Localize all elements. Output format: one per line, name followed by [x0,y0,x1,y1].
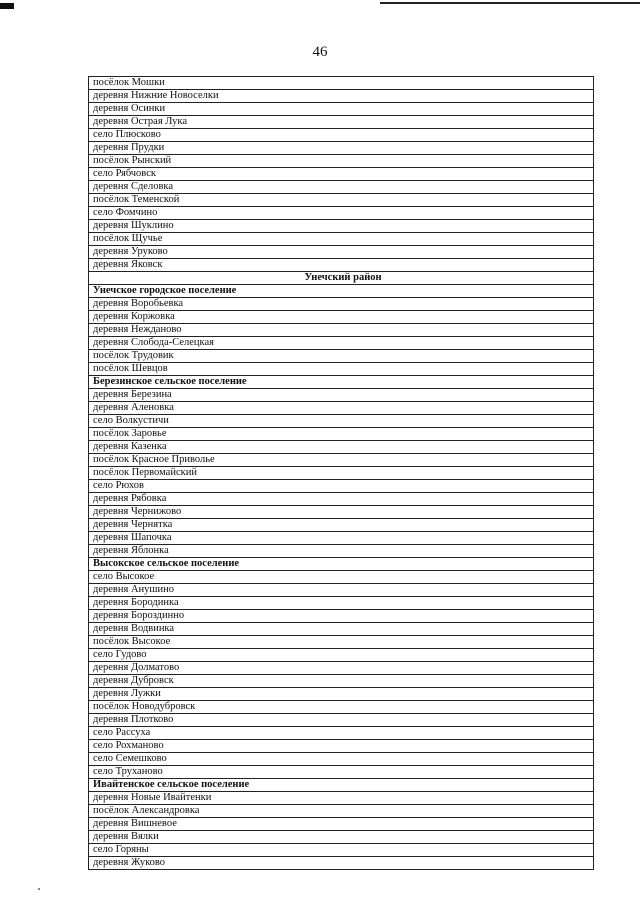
table-row [89,402,594,415]
table-row [89,753,594,766]
table-row [89,844,594,857]
place-name: деревня Вишневое [89,818,594,831]
table-row [89,675,594,688]
place-name: село Гудово [89,649,594,662]
place-name: деревня Лужки [89,688,594,701]
table-row [89,454,594,467]
place-name: деревня Чернижово [89,506,594,519]
place-name: деревня Слобода-Селецкая [89,337,594,350]
place-name: село Рохманово [89,740,594,753]
place-name: деревня Нежданово [89,324,594,337]
place-name: деревня Долматово [89,662,594,675]
place-name: посёлок Новодубровск [89,701,594,714]
table-row [89,467,594,480]
table-row [89,688,594,701]
table-row [89,129,594,142]
table-row [89,194,594,207]
table-row [89,649,594,662]
place-name: посёлок Заровье [89,428,594,441]
table-row [89,207,594,220]
place-name: деревня Новые Ивайтенки [89,792,594,805]
place-name: посёлок Шевцов [89,363,594,376]
table-row [89,298,594,311]
table-row [89,545,594,558]
table-row [89,701,594,714]
table-row [89,636,594,649]
table-row [89,571,594,584]
table-row [89,142,594,155]
settlement-name: Высокское сельское поселение [89,558,594,571]
table-row [89,233,594,246]
table-row [89,857,594,870]
place-name: село Волкустичи [89,415,594,428]
place-name: посёлок Теменской [89,194,594,207]
table-row [89,623,594,636]
table-row [89,311,594,324]
place-name: деревня Прудки [89,142,594,155]
settlements-table-body [89,77,594,870]
settlement-heading-row [89,558,594,571]
table-row [89,584,594,597]
table-row [89,350,594,363]
settlement-name: Унечское городское поселение [89,285,594,298]
place-name: деревня Нижние Новоселки [89,90,594,103]
table-row [89,480,594,493]
place-name: деревня Острая Лука [89,116,594,129]
place-name: деревня Водвинка [89,623,594,636]
place-name: деревня Плотково [89,714,594,727]
settlement-heading-row [89,285,594,298]
place-name: деревня Коржовка [89,311,594,324]
table-row [89,259,594,272]
place-name: деревня Вялки [89,831,594,844]
top-rule-line [380,2,640,4]
table-row [89,519,594,532]
table-row [89,740,594,753]
place-name: деревня Аленовка [89,402,594,415]
place-name: деревня Бороздинно [89,610,594,623]
district-name: Унечский район [89,272,594,285]
place-name: деревня Яблонка [89,545,594,558]
table-row [89,220,594,233]
place-name: деревня Казенка [89,441,594,454]
table-row [89,493,594,506]
place-name: село Рябчовск [89,168,594,181]
table-row [89,714,594,727]
table-row [89,766,594,779]
table-row [89,389,594,402]
place-name: посёлок Высокое [89,636,594,649]
place-name: село Рюхов [89,480,594,493]
settlement-name: Ивайтенское сельское поселение [89,779,594,792]
table-row [89,532,594,545]
table-row [89,324,594,337]
place-name: деревня Анушино [89,584,594,597]
table-row [89,805,594,818]
place-name: посёлок Трудовик [89,350,594,363]
place-name: село Высокое [89,571,594,584]
place-name: деревня Березина [89,389,594,402]
table-row [89,181,594,194]
place-name: деревня Чернятка [89,519,594,532]
table-row [89,506,594,519]
table-row [89,610,594,623]
table-row [89,727,594,740]
place-name: деревня Сделовка [89,181,594,194]
settlement-heading-row [89,779,594,792]
place-name: посёлок Первомайский [89,467,594,480]
place-name: село Фомчино [89,207,594,220]
table-row [89,90,594,103]
scan-speck [38,888,40,890]
table-row [89,662,594,675]
table-row [89,103,594,116]
place-name: деревня Бородинка [89,597,594,610]
place-name: посёлок Красное Приволье [89,454,594,467]
settlement-heading-row [89,376,594,389]
table-row [89,831,594,844]
settlements-table [88,76,594,870]
table-row [89,77,594,90]
table-row [89,441,594,454]
place-name: посёлок Александровка [89,805,594,818]
place-name: посёлок Рынский [89,155,594,168]
table-row [89,168,594,181]
place-name: деревня Шуклино [89,220,594,233]
settlement-name: Березинское сельское поселение [89,376,594,389]
place-name: посёлок Мошки [89,77,594,90]
place-name: деревня Жуково [89,857,594,870]
table-row [89,792,594,805]
place-name: деревня Дубровск [89,675,594,688]
corner-scan-mark [0,3,14,9]
place-name: село Труханово [89,766,594,779]
place-name: село Семешково [89,753,594,766]
district-heading-row [89,272,594,285]
table-row [89,818,594,831]
table-row [89,116,594,129]
table-row [89,337,594,350]
table-row [89,363,594,376]
table-row [89,246,594,259]
place-name: деревня Яковск [89,259,594,272]
table-row [89,597,594,610]
table-row [89,155,594,168]
place-name: посёлок Щучье [89,233,594,246]
place-name: деревня Осинки [89,103,594,116]
table-row [89,428,594,441]
place-name: деревня Уруково [89,246,594,259]
place-name: деревня Шапочка [89,532,594,545]
place-name: село Рассуха [89,727,594,740]
place-name: село Горяны [89,844,594,857]
place-name: деревня Воробьевка [89,298,594,311]
page-number: 46 [312,44,328,60]
place-name: деревня Рябовка [89,493,594,506]
place-name: село Плюсково [89,129,594,142]
table-row [89,415,594,428]
